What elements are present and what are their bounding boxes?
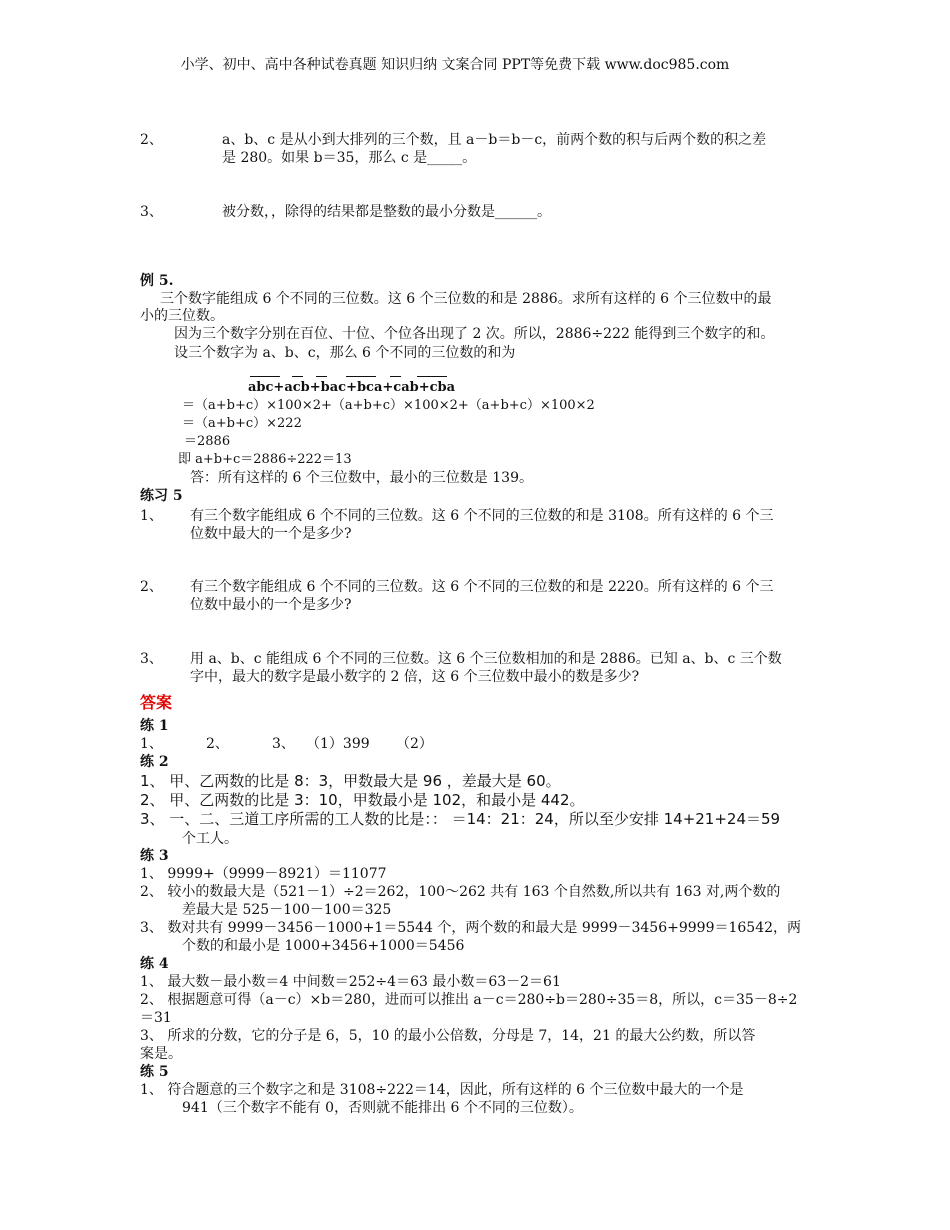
practice-text: 位数中最大的一个是多少? [190,526,352,542]
exercise-text: 是 280。如果 b＝35，那么 c 是_____。 [222,150,477,166]
answer-line: 1、 [140,736,163,752]
answers-title: 答案 [140,693,173,712]
solution-step: ＝2886 [184,434,231,449]
answer-section-title: 练 4 [140,956,169,972]
answer-line: （1）399 [306,736,370,752]
example-text: 因为三个数字分别在百位、十位、个位各出现了 2 次。所以，2886÷222 能得到三个数字的和。 [174,326,775,342]
practice-number: 3、 [140,651,163,667]
page-header: 小学、初中、高中各种试卷真题 知识归纳 文案合同 PPT等免费下载 www.doc985.com [180,57,730,73]
answer-line: 3、 一、二、三道工序所需的工人数的比是：： ＝14：21：24，所以至少安排 14+21+24＝59 [140,810,781,828]
practice-text: 位数中最小的一个是多少? [190,597,352,613]
practice-text: 有三个数字能组成 6 个不同的三位数。这 6 个不同的三位数的和是 3108。所有这样的 6 个三 [190,508,774,524]
answer-line: 个工人。 [182,831,238,847]
answer-line: （2） [396,736,433,752]
exercise-number: 2、 [140,132,163,148]
example-text: 设三个数字为 a、b、c，那么 6 个不同的三位数的和为 [174,345,516,361]
answer-line: 3、 数对共有 9999－3456－1000+1＝5544 个，两个数的和最大是 9999－3456+9999＝16542，两 [140,920,802,936]
answer-line: 1、 最大数－最小数＝4 中间数＝252÷4＝63 最小数＝63－2＝61 [140,974,561,990]
answer-line: 941（三个数字不能有 0，否则就不能排出 6 个不同的三位数）。 [182,1100,583,1116]
answer-line: 1、 9999+（9999－8921）＝11077 [140,866,387,882]
overline [390,376,401,377]
answer-section-title: 练 5 [140,1064,169,1080]
answer-line: 2、 较小的数最大是（521－1）÷2＝262，100～262 共有 163 个自然数,所以共有 163 对,两个数的 [140,884,781,900]
overline [292,376,303,377]
practice-number: 2、 [140,579,163,595]
solution-step: ＝（a+b+c）×100×2+（a+b+c）×100×2+（a+b+c）×100×2 [182,398,595,413]
example-title: 例 5. [140,273,174,289]
answer-section-title: 练 3 [140,848,169,864]
answer-line: 差最大是 525－100－100＝325 [182,902,392,918]
overline [250,376,280,377]
overline [316,376,327,377]
answer-line: 2、 根据题意可得（a－c）×b＝280，进而可以推出 a－c＝280÷b＝280÷35＝8，所以，c＝35－8÷2 [140,992,798,1008]
answer-line: 案是。 [140,1046,182,1062]
answer-line: 3、 所求的分数，它的分子是 6，5，10 的最小公倍数，分母是 7，14，21 的最大公约数，所以答 [140,1028,756,1044]
exercise-text: 被分数，，除得的结果都是整数的最小分数是______。 [222,204,551,220]
example-answer: 答：所有这样的 6 个三位数中，最小的三位数是 139。 [190,470,533,486]
answer-line: ＝31 [140,1010,172,1026]
practice-number: 1、 [140,508,163,524]
answer-line: 2、 [206,736,229,752]
practice-text: 有三个数字能组成 6 个不同的三位数。这 6 个不同的三位数的和是 2220。所有这样的 6 个三 [190,579,774,595]
solution-step: ＝（a+b+c）×222 [182,416,302,431]
practice-text: 字中，最大的数字是最小数字的 2 倍，这 6 个三位数中最小的数是多少? [190,669,640,685]
sum-formula: abc+acb+bac+bca+cab+cba [248,380,456,395]
example-text: 三个数字能组成 6 个不同的三位数。这 6 个三位数的和是 2886。求所有这样的 6 个三位数中的最 [160,291,772,307]
solution-step: 即 a+b+c＝2886÷222＝13 [178,452,352,467]
exercise-number: 3、 [140,204,163,220]
answer-line: 1、 符合题意的三个数字之和是 3108÷222＝14，因此，所有这样的 6 个三位数中最大的一个是 [140,1082,744,1098]
answer-section-title: 练 2 [140,754,169,770]
overline [346,376,376,377]
example-text: 小的三位数。 [140,308,224,324]
answer-line: 3、 [272,736,295,752]
answer-line: 2、 甲、乙两数的比是 3：10，甲数最小是 102，和最小是 442。 [140,791,585,809]
exercise-text: a、b、c 是从小到大排列的三个数，且 a－b＝b－c，前两个数的积与后两个数的积之差 [222,132,767,148]
answer-section-title: 练 1 [140,718,169,734]
answer-line: 个数的和最小是 1000+3456+1000＝5456 [182,938,465,954]
practice-title: 练习 5 [140,488,183,504]
overline [417,376,447,377]
answer-line: 1、 甲、乙两数的比是 8：3，甲数最大是 96 ，差最大是 60。 [140,772,561,790]
practice-text: 用 a、b、c 能组成 6 个不同的三位数。这 6 个三位数相加的和是 2886。已知 a、b、c 三个数 [190,651,782,667]
